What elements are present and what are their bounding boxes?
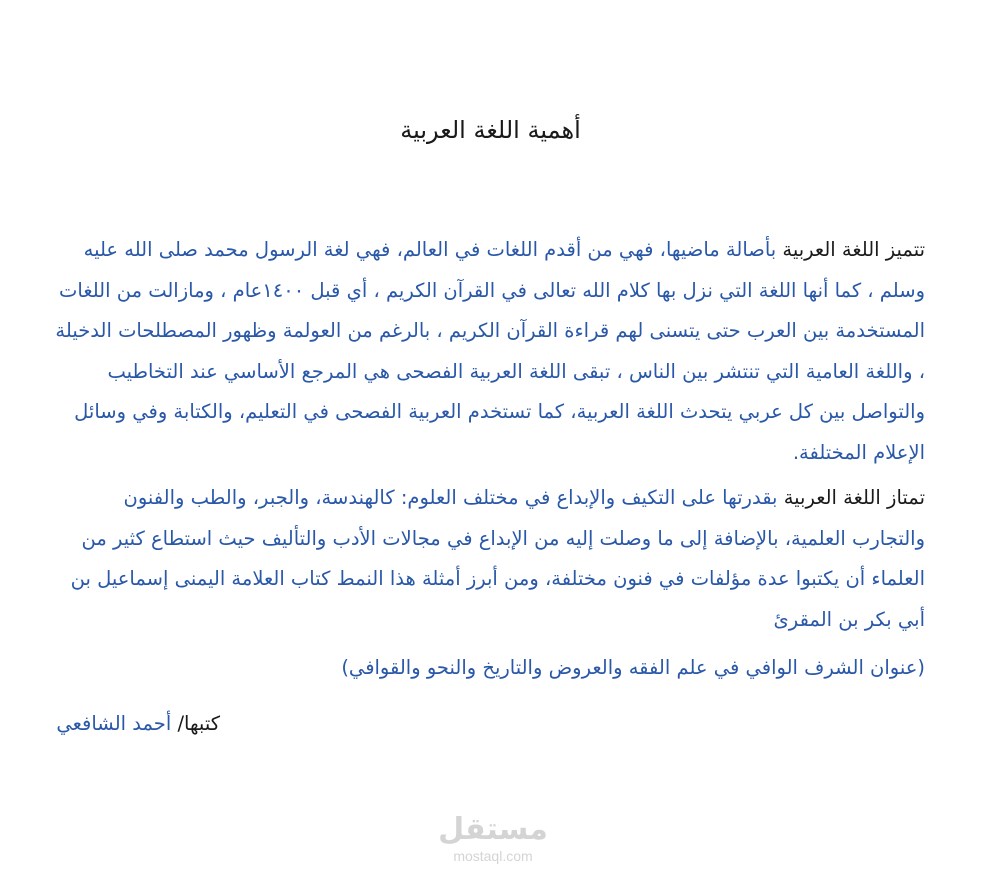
author-label: كتبها/ [177, 712, 220, 735]
paragraph-text: بقدرتها على التكيف والإبداع في مختلف العلوم: كالهندسة، والجبر، والطب والفنون والتجارب العلمية، بالإضافة إلى ما وصلت إليه من الإبداع في مجالات الأدب والتأليف حيث استطاع كثير من العلماء أن يكتبوا عدة مؤلفات في فنون مختلفة، ومن أبرز أمثلة هذا النمط كتاب العلامة اليمنى إسماعيل بن أبي بكر بن المقرئ [70, 486, 925, 631]
watermark-logo: مستقل [438, 812, 548, 847]
paragraph-lead: تتميز اللغة العربية [782, 238, 925, 261]
paragraph-importance [45, 230, 925, 473]
watermark-url: mostaql.com [453, 848, 533, 864]
watermark [423, 812, 563, 864]
paragraph-lead: تمتاز اللغة العربية [783, 486, 925, 509]
paragraph-text: بأصالة ماضيها، فهي من أقدم اللغات في العالم، فهي لغة الرسول محمد صلى الله عليه وسلم ، كما أنها اللغة التي نزل بها كلام الله تعالى في القرآن الكريم ، أي قبل ١٤٠٠عام ، ومازالت من اللغات المستخدمة بين العرب حتى يتسنى لهم قراءة القرآن الكريم ، بالرغم من العولمة وظهور المصطلحات الدخيلة ، واللغة العامية التي تنتشر بين الناس ، تبقى اللغة العربية الفصحى هي المرجع الأساسي عند التخاطيب والتواصل بين كل عربي يتحدث اللغة العربية، كما تستخدم العربية الفصحى في التعليم، والكتابة وفي وسائل الإعلام المختلفة. [55, 238, 925, 464]
author-name: أحمد الشافعي [56, 712, 178, 735]
author-line [56, 704, 220, 744]
document-title: أهمية اللغة العربية [400, 116, 581, 144]
book-title-line: (عنوان الشرف الوافي في علم الفقه والعروض والتاريخ والنحو والقوافي) [341, 656, 925, 679]
paragraph-adaptability [45, 478, 925, 640]
